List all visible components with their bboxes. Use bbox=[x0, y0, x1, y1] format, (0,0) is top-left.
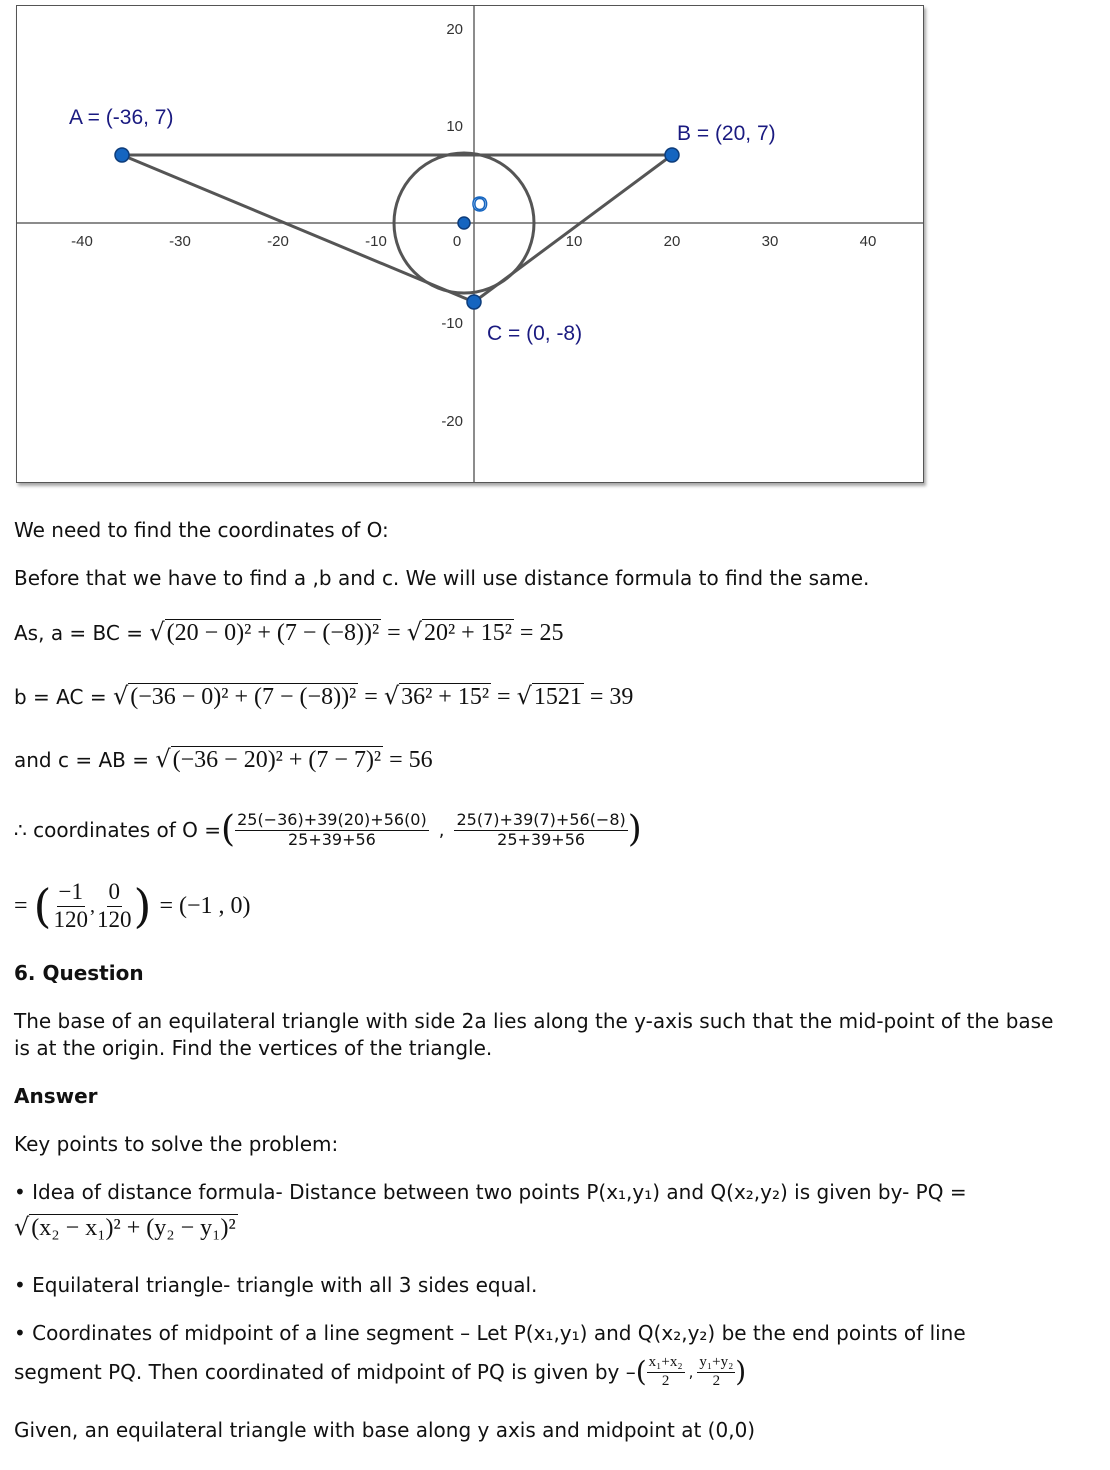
radicand-a2: 20² + 15² bbox=[423, 620, 512, 646]
sqrt-a2: √20² + 15² bbox=[406, 618, 512, 646]
midpoint-formula-line: segment PQ. Then coordinated of midpoint of PQ is given by – ( $\frac{\text{x₁+x₂}}{2}$ , $\frac{\text{y₁+y₂}}{2}$ ) bbox=[14, 1354, 747, 1389]
radicand-b2: 36² + 15² bbox=[401, 684, 490, 710]
fraction-num: 25(7)+39(7)+56(−8) bbox=[456, 810, 626, 830]
point-a bbox=[115, 148, 129, 162]
equation-c-prefix: and c = AB = bbox=[14, 748, 156, 772]
fraction-num: x₁+x₂ bbox=[647, 1354, 685, 1372]
point-b bbox=[665, 148, 679, 162]
y-tick-label: -20 bbox=[441, 413, 463, 430]
x-tick-label: 40 bbox=[859, 233, 877, 250]
radicand-b: (−36 − 0)² + (7 − (−8))² bbox=[130, 684, 357, 710]
radicand-c: (−36 − 20)² + (7 − 7)² bbox=[172, 747, 382, 773]
eq-sign: = bbox=[358, 684, 384, 710]
distance-formula bbox=[14, 1214, 238, 1242]
equation-b-prefix: b = AC = bbox=[14, 685, 113, 709]
x-tick-label: -10 bbox=[365, 233, 387, 250]
point-c bbox=[467, 295, 481, 309]
question-text: The base of an equilateral triangle with side 2a lies along the y-axis such that the mid-point of the base is at the origin. Find the vertices of the triangle. bbox=[14, 1009, 1054, 1060]
fraction-num: −1 bbox=[57, 879, 85, 906]
eq-sign: = bbox=[381, 620, 407, 646]
equation-a-prefix: As, a = BC = bbox=[14, 621, 150, 645]
radicand-b3: 1521 bbox=[533, 684, 582, 710]
result-o: = (−1 , 0) bbox=[159, 892, 251, 919]
label-a: A = (-36, 7) bbox=[69, 106, 174, 129]
fraction-rx bbox=[52, 879, 91, 933]
x-tick-label: 10 bbox=[565, 233, 583, 250]
x-tick-label: 20 bbox=[663, 233, 681, 250]
fraction-den: 2 bbox=[712, 1372, 721, 1389]
x-tick-label: 30 bbox=[761, 233, 779, 250]
eq-sign: = bbox=[491, 684, 517, 710]
label-o: O bbox=[472, 194, 488, 216]
key-points-heading: Key points to solve the problem: bbox=[14, 1132, 339, 1156]
fraction-num: 0 bbox=[107, 879, 123, 906]
fraction-my bbox=[697, 1354, 735, 1390]
bullet-equilateral: • Equilateral triangle- triangle with all 3 sides equal. bbox=[14, 1273, 538, 1297]
x-tick-label: -20 bbox=[267, 233, 289, 250]
sqrt-a: √(20 − 0)² + (7 − (−8))² bbox=[149, 618, 380, 646]
sqrt-distance: √(x₂ − x₁)² + (y₂ − y₁)² bbox=[14, 1213, 236, 1241]
radicand-a: (20 − 0)² + (7 − (−8))² bbox=[166, 620, 380, 646]
label-b: B = (20, 7) bbox=[677, 122, 776, 145]
equation-b bbox=[14, 683, 633, 711]
radicand-distance: (x₂ − x₁)² + (y₂ − y₁)² bbox=[31, 1215, 236, 1241]
intro-line: We need to find the coordinates of O: bbox=[14, 518, 389, 542]
y-tick-label: 10 bbox=[446, 118, 463, 135]
x-tick-label: -30 bbox=[169, 233, 191, 250]
point-o bbox=[458, 217, 470, 229]
result-b: = 39 bbox=[583, 684, 634, 710]
bullet-midpoint: • Coordinates of midpoint of a line segment – Let P(x₁,y₁) and Q(x₂,y₂) be the end points of line bbox=[14, 1321, 966, 1345]
sqrt-b2: √36² + 15² bbox=[383, 682, 490, 710]
given-statement: Given, an equilateral triangle with base along y axis and midpoint at (0,0) bbox=[14, 1418, 756, 1442]
fraction-mx bbox=[647, 1354, 685, 1390]
fraction-den: 2 bbox=[661, 1372, 670, 1389]
question-heading: 6. Question bbox=[14, 961, 144, 985]
coordinates-o-prefix: ∴ coordinates of O = bbox=[14, 817, 222, 842]
coordinates-o-result: = ( $\frac{-1}{120}$ , $\frac{0}{120}$ ) = (−1 , 0) bbox=[14, 879, 251, 933]
fraction-den: 25+39+56 bbox=[287, 829, 376, 849]
result-c: = 56 bbox=[383, 747, 433, 773]
y-tick-label: 20 bbox=[446, 21, 463, 38]
intro-line-2: Before that we have to find a ,b and c. We will use distance formula to find the same. bbox=[14, 566, 870, 590]
coordinate-figure bbox=[16, 5, 924, 483]
fraction-den: 120 bbox=[97, 906, 132, 932]
x-tick-label: -40 bbox=[71, 233, 93, 250]
equation-c bbox=[14, 746, 433, 774]
fraction-num: y₁+y₂ bbox=[697, 1354, 735, 1372]
sqrt-c: √(−36 − 20)² + (7 − 7)² bbox=[155, 745, 382, 773]
sqrt-b: √(−36 − 0)² + (7 − (−8))² bbox=[112, 682, 357, 710]
fraction-den: 120 bbox=[53, 906, 88, 932]
fraction-num: 25(−36)+39(20)+56(0) bbox=[237, 810, 427, 830]
x-tick-label: 0 bbox=[452, 233, 462, 250]
fraction-den: 25+39+56 bbox=[497, 829, 586, 849]
coordinates-o-equation: ∴ coordinates of O = ( $\frac{25(-36)+39(20)+56(0)}{25+39+56}$ , $\frac{25(7)+39(7)+56(-8)}{25+39+56}$ ) bbox=[14, 809, 642, 850]
y-tick-label: -10 bbox=[441, 315, 463, 332]
answer-heading: Answer bbox=[14, 1084, 98, 1108]
fraction-oy bbox=[454, 811, 627, 849]
equation-a bbox=[14, 619, 563, 647]
midpoint-text: segment PQ. Then coordinated of midpoint of PQ is given by – bbox=[14, 1359, 636, 1384]
fraction-ry bbox=[95, 879, 134, 933]
fraction-ox bbox=[235, 811, 429, 849]
graph-svg bbox=[17, 6, 923, 482]
result-a: = 25 bbox=[513, 620, 564, 646]
bullet-distance-formula: • Idea of distance formula- Distance between two points P(x₁,y₁) and Q(x₂,y₂) is given by- PQ = bbox=[14, 1180, 967, 1204]
label-c: C = (0, -8) bbox=[487, 322, 583, 345]
sqrt-b3: √1521 bbox=[516, 682, 582, 710]
